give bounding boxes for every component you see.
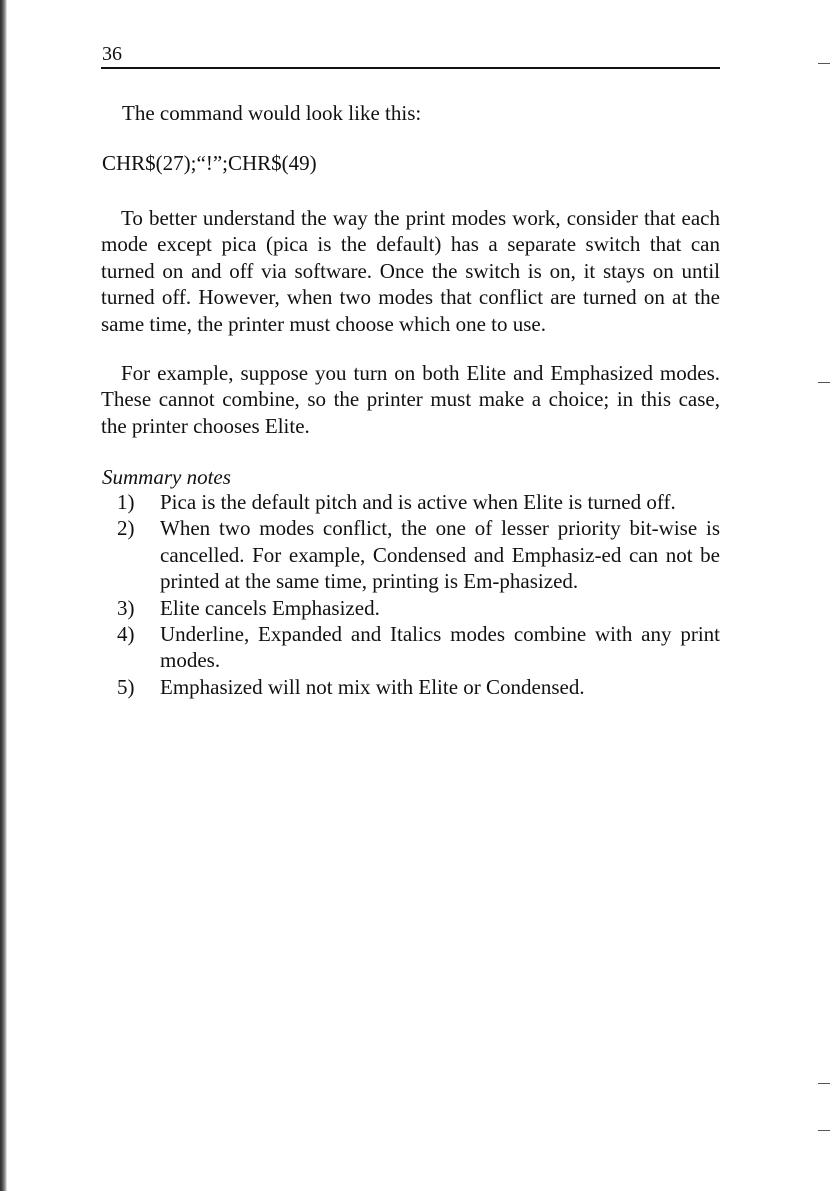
paragraph-example: For example, suppose you turn on both Elite and Emphasized modes. These cannot combine, so the printer must make a choice; in this case, the printer chooses Elite. <box>101 361 720 438</box>
header-rule <box>101 67 720 69</box>
summary-note <box>101 515 720 594</box>
command-example: CHR$(27);“!”;CHR$(49) <box>102 151 317 175</box>
summary-notes-list <box>101 489 720 700</box>
note-number: 4) <box>117 622 135 647</box>
note-number: 2) <box>117 516 135 541</box>
note-text: Emphasized will not mix with Elite or Condensed. <box>160 674 585 699</box>
note-number: 5) <box>117 674 135 699</box>
note-text: Elite cancels Emphasized. <box>160 595 380 620</box>
summary-note <box>101 489 720 515</box>
note-text: When two modes conflict, the one of lesser priority bit-wise is cancelled. For example, Condensed and Emphasiz-ed can not be printed at the same time, printing is Em-phasized. <box>160 516 720 594</box>
note-number: 1) <box>117 490 135 514</box>
paragraph-print-modes: To better understand the way the print modes work, consider that each mode except pica (pica is the default) has a separate switch that can turned on and off via software. Once the switch is on, it stays on until turned off. However, when two modes that conflict are turned on at the same time, the printer must choose which one to use. <box>101 206 720 336</box>
page-number: 36 <box>102 43 122 65</box>
scan-right-mark <box>818 382 830 383</box>
summary-note <box>101 595 720 621</box>
summary-heading: Summary notes <box>102 465 231 489</box>
note-text: Underline, Expanded and Italics modes combine with any print modes. <box>160 622 720 673</box>
scan-left-edge <box>0 0 7 1191</box>
intro-text: The command would look like this: <box>122 101 422 125</box>
summary-note <box>101 674 720 700</box>
note-number: 3) <box>117 595 135 620</box>
scan-right-mark <box>818 63 830 64</box>
note-text: Pica is the default pitch and is active when Elite is turned off. <box>160 490 676 514</box>
summary-note <box>101 621 720 674</box>
scan-right-mark <box>818 1130 830 1131</box>
scan-right-mark <box>818 1083 830 1084</box>
